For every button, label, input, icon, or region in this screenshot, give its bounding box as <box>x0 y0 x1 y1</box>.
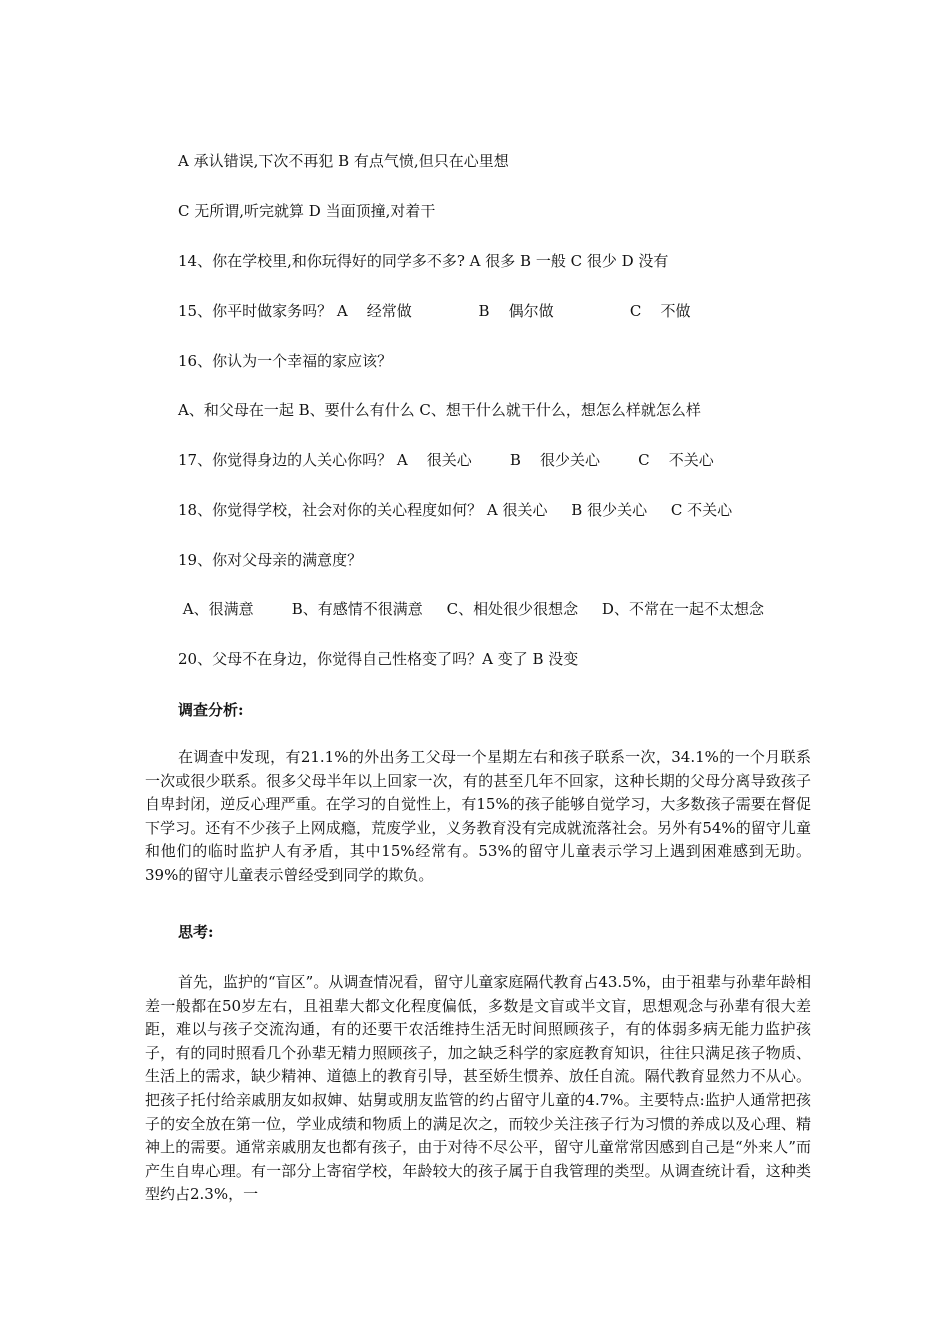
question-18: 18、你觉得学校，社会对你的关心程度如何？ A 很关心 B 很少关心 C 不关心 <box>178 501 733 519</box>
analysis-paragraph: 在调查中发现，有21.1%的外出务工父母一个星期左右和孩子联系一次，34.1%的一个月联系一次或很少联系。很多父母半年以上回家一次，有的甚至几年不回家，这种长期的父母分离导致孩子自卑封闭，逆反心理严重。在学习的自觉性上，有15%的孩子能够自觉学习，大多数孩子需要在督促下学习。还有不少孩子上网成瘾，荒废学业，义务教育没有完成就流落社会。另外有54%的留守儿童和他们的临时监护人有矛盾，其中15%经常有。53%的留守儿童表示学习上遇到困难感到无助。39%的留守儿童表示曾经受到同学的欺负。 <box>145 748 811 884</box>
question-16: 16、你认为一个幸福的家应该？ <box>178 352 393 370</box>
question-17: 17、你觉得身边的人关心你吗？ A 很关心 B 很少关心 C 不关心 <box>178 451 714 469</box>
q16-options: A、和父母在一起 B、要什么有什么 C、想干什么就干什么，想怎么样就怎么样 <box>178 401 701 419</box>
thinking-paragraph: 首先，监护的“盲区”。从调查情况看，留守儿童家庭隔代教育占43.5%，由于祖辈与孙辈年龄相差一般都在50岁左右，且祖辈大都文化程度偏低，多数是文盲或半文盲，思想观念与孙辈有很大差距，难以与孩子交流沟通，有的还要干农活维持生活无时间照顾孩子，有的体弱多病无能力监护孩子，有的同时照看几个孙辈无精力照顾孩子，加之缺乏科学的家庭教育知识，往往只满足孩子物质、生活上的需求，缺少精神、道德上的教育引导，甚至娇生惯养、放任自流。隔代教育显然力不从心。把孩子托付给亲戚朋友如叔婶、姑舅或朋友监管的约占留守儿童的4.7%。主要特点:监护人通常把孩子的安全放在第一位，学业成绩和物质上的满足次之，而较少关注孩子行为习惯的养成以及心理、精神上的需要。通常亲戚朋友也都有孩子，由于对待不尽公平，留守儿童常常因感到自己是“外来人”而产生自卑心理。有一部分上寄宿学校，年龄较大的孩子属于自我管理的类型。从调查统计看，这种类型约占2.3%，一 <box>145 973 811 1204</box>
q13-options-ab: A 承认错误,下次不再犯 B 有点气愤,但只在心里想 <box>178 152 509 170</box>
q19-options: A、很满意 B、有感情不很满意 C、相处很少很想念 D、不常在一起不太想念 <box>178 600 764 618</box>
q13-options-cd: C 无所谓,听完就算 D 当面顶撞,对着干 <box>178 202 436 220</box>
thinking-heading: 思考: <box>178 923 214 941</box>
analysis-heading: 调查分析: <box>178 701 244 719</box>
question-14: 14、你在学校里,和你玩得好的同学多不多? A 很多 B 一般 C 很少 D 没有 <box>178 252 669 270</box>
question-15: 15、你平时做家务吗？ A 经常做 B 偶尔做 C 不做 <box>178 302 691 320</box>
question-20: 20、父母不在身边，你觉得自己性格变了吗？A 变了 B 没变 <box>178 650 579 668</box>
question-19: 19、你对父母亲的满意度？ <box>178 551 363 569</box>
